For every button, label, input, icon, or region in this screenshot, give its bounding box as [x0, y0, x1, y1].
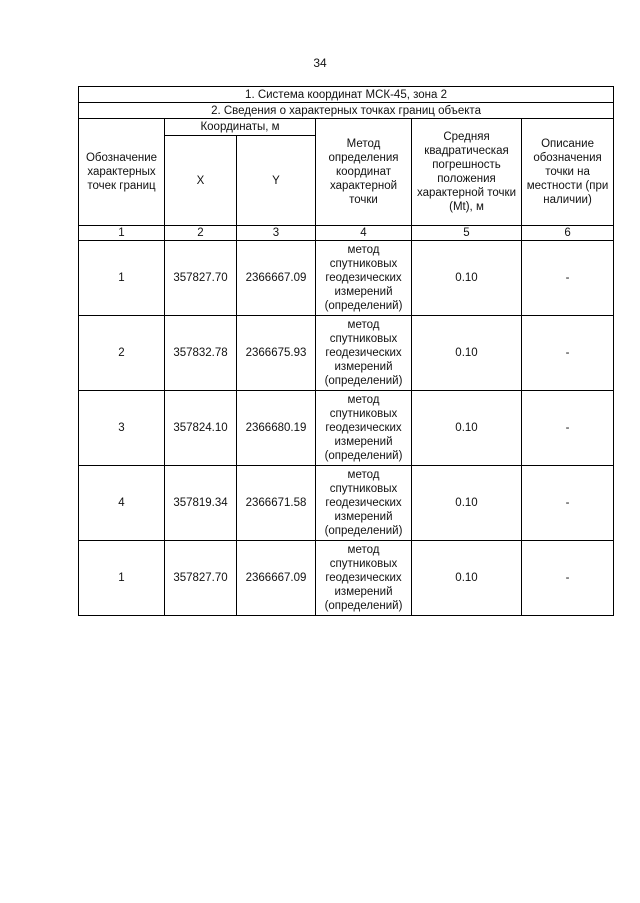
- method-cell: метод спутниковых геодезических измерений (определений): [316, 466, 412, 541]
- point-designation: 1: [79, 241, 165, 316]
- description-cell: -: [522, 391, 614, 466]
- coordinate-x: 357819.34: [165, 466, 237, 541]
- description-cell: -: [522, 466, 614, 541]
- header-description: Описание обозначения точки на местности (при наличии): [522, 119, 614, 226]
- coordinate-x: 357827.70: [165, 541, 237, 616]
- column-number: 5: [412, 226, 522, 241]
- method-cell: метод спутниковых геодезических измерений (определений): [316, 541, 412, 616]
- header-point-designation: Обозначение характерных точек границ: [79, 119, 165, 226]
- coordinate-y: 2366667.09: [237, 241, 316, 316]
- table-row: [79, 391, 614, 466]
- method-cell: метод спутниковых геодезических измерений (определений): [316, 241, 412, 316]
- description-cell: -: [522, 541, 614, 616]
- table-row: [79, 466, 614, 541]
- header-coordinates: Координаты, м: [165, 119, 316, 136]
- header-method: Метод определения координат характерной точки: [316, 119, 412, 226]
- coordinate-x: 357824.10: [165, 391, 237, 466]
- description-cell: -: [522, 241, 614, 316]
- column-number: 2: [165, 226, 237, 241]
- point-designation: 2: [79, 316, 165, 391]
- coordinate-y: 2366680.19: [237, 391, 316, 466]
- coordinate-system-title: 1. Система координат МСК-45, зона 2: [79, 87, 614, 103]
- coordinate-y: 2366671.58: [237, 466, 316, 541]
- column-numbers-row: [79, 226, 614, 241]
- method-cell: метод спутниковых геодезических измерений (определений): [316, 316, 412, 391]
- description-cell: -: [522, 316, 614, 391]
- coordinate-y: 2366667.09: [237, 541, 316, 616]
- point-designation: 1: [79, 541, 165, 616]
- column-number: 1: [79, 226, 165, 241]
- point-designation: 3: [79, 391, 165, 466]
- header-x: X: [165, 136, 237, 226]
- header-y: Y: [237, 136, 316, 226]
- boundary-points-table: [78, 86, 614, 616]
- page-number: 34: [313, 56, 327, 70]
- point-designation: 4: [79, 466, 165, 541]
- column-number: 6: [522, 226, 614, 241]
- header-precision: Средняя квадратическая погрешность положения характерной точки (Mt), м: [412, 119, 522, 226]
- table-row: [79, 241, 614, 316]
- precision-cell: 0.10: [412, 391, 522, 466]
- column-number: 4: [316, 226, 412, 241]
- precision-cell: 0.10: [412, 466, 522, 541]
- precision-cell: 0.10: [412, 541, 522, 616]
- coordinate-x: 357827.70: [165, 241, 237, 316]
- column-number: 3: [237, 226, 316, 241]
- coordinate-x: 357832.78: [165, 316, 237, 391]
- precision-cell: 0.10: [412, 241, 522, 316]
- precision-cell: 0.10: [412, 316, 522, 391]
- method-cell: метод спутниковых геодезических измерений (определений): [316, 391, 412, 466]
- table-row: [79, 541, 614, 616]
- table-row: [79, 316, 614, 391]
- section-title: 2. Сведения о характерных точках границ объекта: [79, 103, 614, 119]
- coordinate-y: 2366675.93: [237, 316, 316, 391]
